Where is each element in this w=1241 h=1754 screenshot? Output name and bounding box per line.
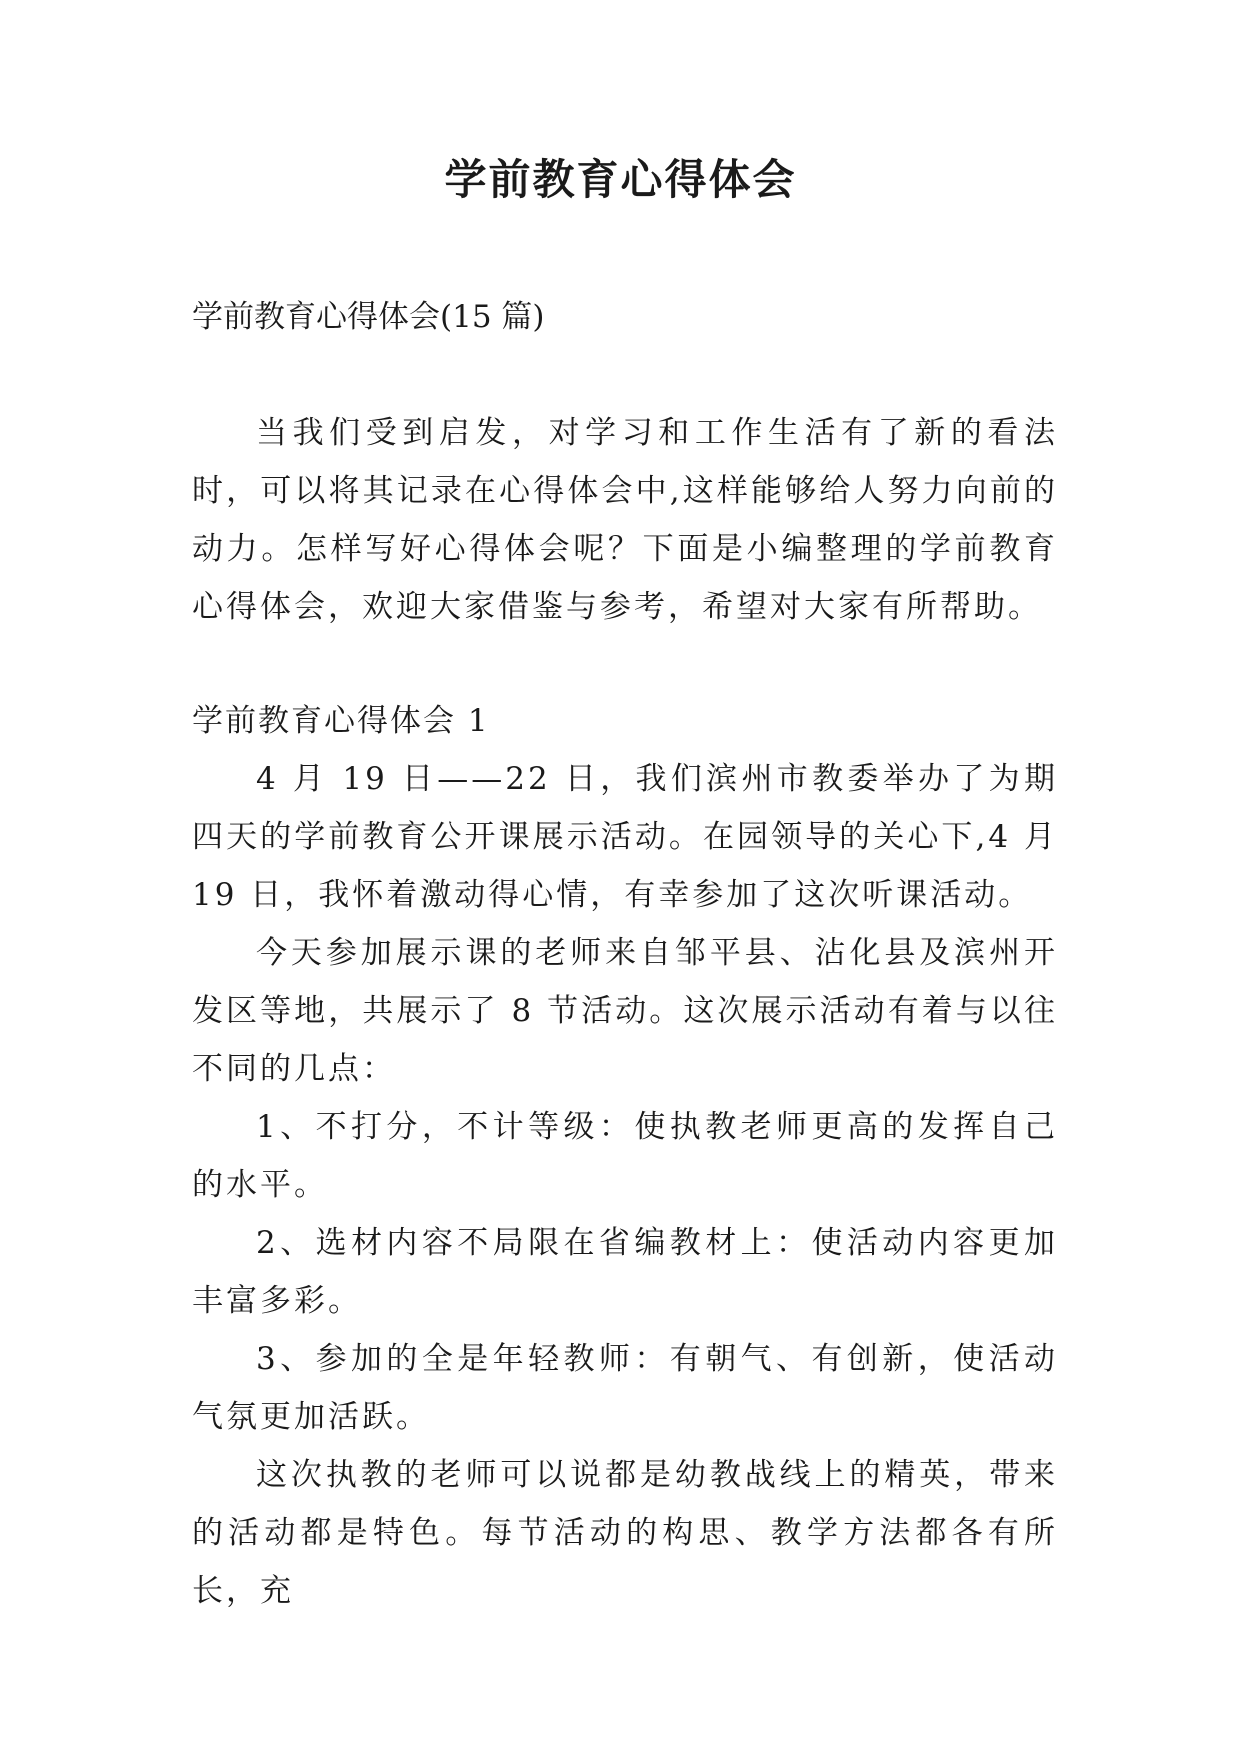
list-item: 1、不打分，不计等级：使执教老师更高的发挥自己的水平。 (192, 1109, 1058, 1203)
document-title: 学前教育心得体会 (444, 155, 797, 204)
list-item: 3、参加的全是年轻教师：有朝气、有创新，使活动气氛更加活跃。 (192, 1341, 1058, 1435)
paragraph: 这次执教的老师可以说都是幼教战线上的精英，带来的活动都是特色。每节活动的构思、教学方法都各有所长，充 (192, 1457, 1058, 1609)
section-heading: 学前教育心得体会 1 (192, 703, 490, 739)
list-item: 2、选材内容不局限在省编教材上：使活动内容更加丰富多彩。 (192, 1225, 1058, 1319)
paragraph: 今天参加展示课的老师来自邹平县、沾化县及滨州开发区等地，共展示了 8 节活动。这次展示活动有着与以往不同的几点： (192, 935, 1058, 1087)
intro-paragraph: 当我们受到启发，对学习和工作生活有了新的看法时，可以将其记录在心得体会中,这样能够给人努力向前的动力。怎样写好心得体会呢？下面是小编整理的学前教育心得体会，欢迎大家借鉴与参考，希望对大家有所帮助。 (192, 415, 1058, 625)
paragraph: 4 月 19 日——22 日，我们滨州市教委举办了为期四天的学前教育公开课展示活动。在园领导的关心下,4 月 19 日，我怀着激动得心情，有幸参加了这次听课活动。 (192, 761, 1058, 913)
section-1 (192, 692, 1058, 1620)
document-subtitle: 学前教育心得体会(15 篇) (192, 299, 545, 335)
intro-block (192, 404, 1058, 636)
